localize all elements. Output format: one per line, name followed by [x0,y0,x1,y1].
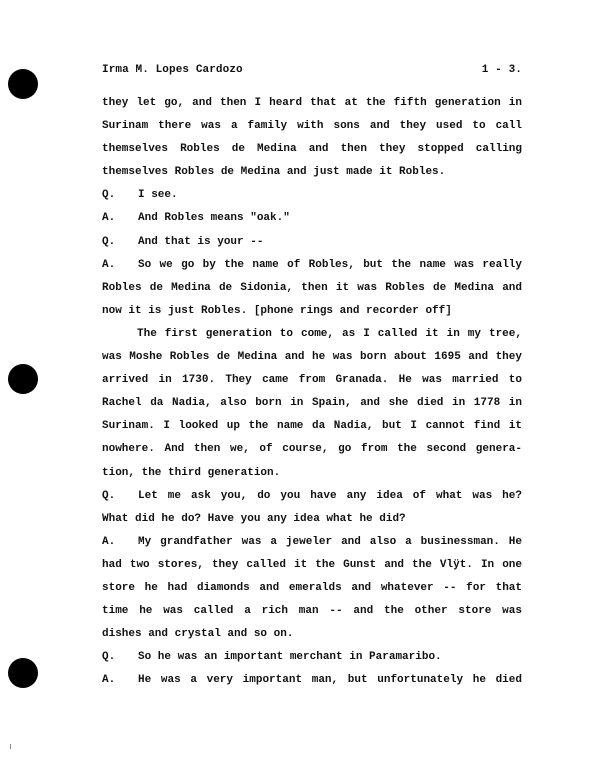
transcript-line [102,231,522,254]
transcript-line [102,300,522,323]
line-text: store he had diamonds and emeralds and whatever -- for that [102,581,522,594]
transcript-line [102,646,522,669]
line-text: Rachel da Nadia, also born in Spain, and she died in 1778 in [102,397,522,410]
question-label: Q. [102,489,116,502]
transcript-line [102,600,522,623]
line-text: was Moshe Robles de Medina and he was born about 1695 and they [102,351,522,364]
line-text: now it is just Robles. [phone rings and recorder off] [102,304,452,317]
line-text: themselves Robles de Medina and just made it Robles. [102,166,446,179]
line-text: dishes and crystal and so on. [102,628,294,641]
line-text: time he was called a rich man -- and the other store was [102,605,522,618]
page-number: 1 - 3. [481,64,522,76]
transcript-line [102,438,522,461]
answer-label: A. [102,212,116,225]
transcript-line [102,415,522,438]
line-text: What did he do? Have you any idea what he did? [102,512,406,525]
transcript-line [102,92,522,115]
interviewee-name: Irma M. Lopes Cardozo [102,64,243,76]
line-text: I see. [138,189,178,202]
line-text: Robles de Medina de Sidonia, then it was Robles de Medina and [102,281,522,294]
transcript-line [102,207,522,230]
transcript-line [102,161,522,184]
line-text: The first generation to come, as I called it in my tree, [137,327,522,340]
transcript-line [102,323,522,346]
question-label: Q. [102,235,116,248]
transcript-line [102,184,522,207]
transcript-line [102,577,522,600]
question-label: Q. [102,189,116,202]
punch-hole [8,69,38,99]
transcript-body [102,92,522,692]
line-text: My grandfather was a jeweler and also a businessman. He [138,535,522,548]
transcript-line [102,623,522,646]
transcript-line [102,346,522,369]
transcript-line [102,508,522,531]
line-text: And that is your -- [138,235,264,248]
line-text: Let me ask you, do you have any idea of what was he? [138,489,522,502]
page-header [102,64,522,76]
line-text: arrived in 1730. They came from Granada. He was married to [102,374,522,387]
transcript-line [102,369,522,392]
answer-label: A. [102,535,116,548]
answer-label: A. [102,258,116,271]
line-text: had two stores, they called it the Gunst and the Vlÿt. In one [102,558,522,571]
line-text: they let go, and then I heard that at the fifth generation in [102,97,522,109]
punch-hole [8,658,38,688]
line-text: So he was an important merchant in Paramaribo. [138,651,442,664]
transcript-line [102,277,522,300]
transcript-line [102,115,522,138]
transcript-line [102,138,522,161]
line-text: themselves Robles de Medina and then they stopped calling [102,143,522,156]
line-text: Surinam there was a family with sons and they used to call [102,120,522,133]
transcript-line [102,485,522,508]
answer-label: A. [102,674,116,687]
transcript-line [102,531,522,554]
scan-mark [10,744,11,749]
question-label: Q. [102,651,116,664]
transcript-line [102,392,522,415]
line-text: Surinam. I looked up the name da Nadia, but I cannot find it [102,420,522,433]
transcript-line [102,462,522,485]
line-text: tion, the third generation. [102,466,281,479]
transcript-line [102,554,522,577]
line-text: He was a very important man, but unfortunately he died [138,674,522,687]
line-text: And Robles means "oak." [138,212,290,225]
punch-hole [8,364,38,394]
line-text: nowhere. And then we, of course, go from the second genera- [102,443,522,456]
line-text: So we go by the name of Robles, but the name was really [138,258,522,271]
transcript-line [102,669,522,692]
transcript-line [102,254,522,277]
